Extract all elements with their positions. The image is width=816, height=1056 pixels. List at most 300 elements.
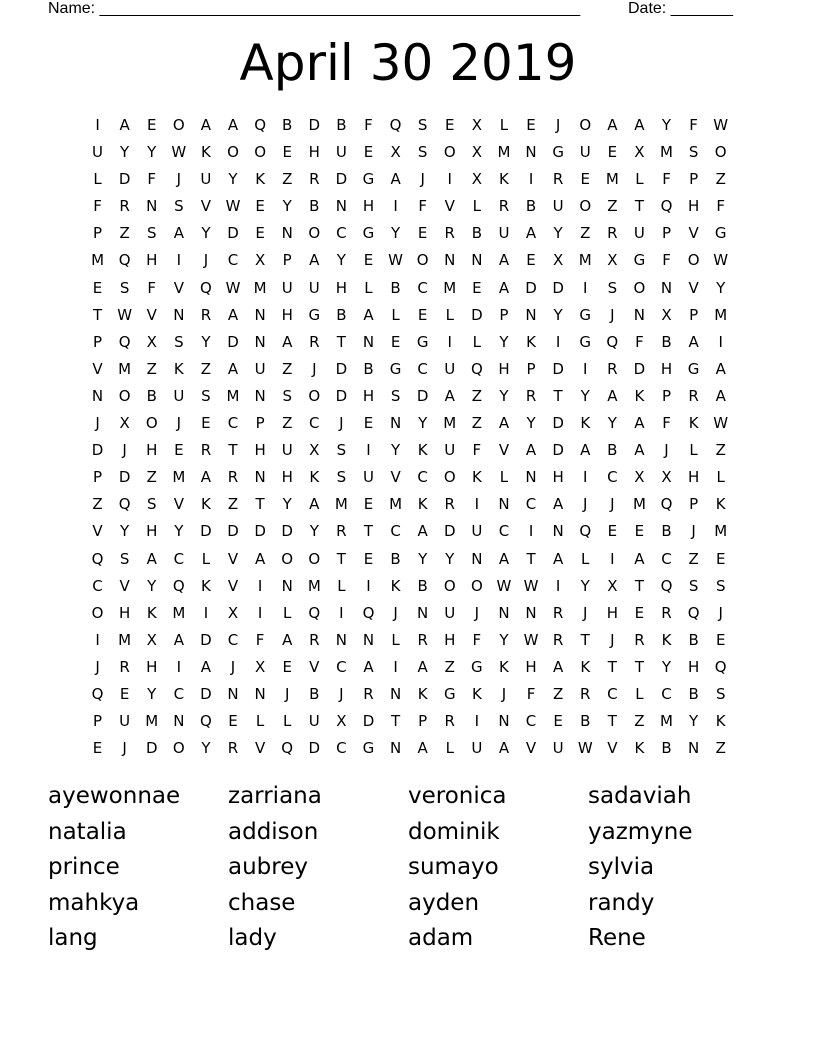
grid-cell: Y	[390, 441, 401, 460]
grid-cell: M	[118, 359, 132, 378]
word-list-item: dominik	[408, 818, 500, 845]
grid-cell: L	[716, 468, 725, 487]
grid-cell: X	[661, 305, 672, 324]
grid-cell: R	[417, 630, 428, 649]
grid-cell: Q	[687, 603, 700, 622]
grid-cell: Y	[282, 197, 292, 216]
grid-cell: W	[713, 116, 729, 134]
grid-cell: Y	[201, 739, 211, 758]
grid-cell: I	[95, 116, 100, 134]
grid-cell: Z	[688, 549, 699, 568]
grid-cell: T	[634, 576, 644, 595]
grid-cell: X	[607, 576, 618, 595]
grid-cell: Q	[172, 576, 185, 595]
grid-cell: O	[172, 739, 185, 758]
grid-cell: M	[714, 522, 728, 541]
grid-cell: N	[471, 549, 483, 568]
grid-cell: Y	[147, 576, 157, 595]
grid-cell: D	[227, 224, 239, 243]
grid-cell: P	[93, 712, 103, 731]
grid-cell: J	[284, 684, 290, 703]
grid-cell: D	[362, 712, 375, 731]
word-list-item: yazmyne	[588, 818, 693, 845]
grid-cell: V	[607, 739, 618, 758]
grid-cell: O	[308, 224, 321, 243]
grid-cell: Y	[201, 332, 211, 351]
grid-cell: P	[499, 305, 509, 324]
grid-cell: K	[634, 739, 645, 758]
grid-cell: J	[555, 116, 561, 134]
grid-cell: H	[687, 468, 700, 487]
grid-cell: M	[443, 414, 457, 433]
grid-cell: E	[363, 414, 374, 433]
grid-cell: D	[227, 522, 239, 541]
grid-cell: H	[281, 305, 293, 324]
grid-cell: H	[498, 359, 510, 378]
grid-cell: A	[119, 116, 130, 134]
grid-cell: R	[119, 657, 130, 676]
grid-cell: L	[472, 197, 482, 216]
grid-cell: S	[417, 143, 428, 162]
word-list-item: lang	[48, 925, 98, 951]
grid-cell: H	[254, 441, 266, 460]
grid-cell: Y	[661, 657, 672, 676]
grid-cell: L	[445, 739, 454, 758]
grid-cell: O	[254, 143, 267, 162]
grid-cell: Z	[553, 684, 564, 703]
word-list-item: natalia	[48, 818, 127, 845]
grid-cell: E	[526, 116, 536, 134]
grid-cell: N	[362, 332, 375, 351]
grid-cell: R	[336, 522, 347, 541]
grid-cell: Z	[282, 170, 293, 189]
grid-cell: A	[254, 549, 266, 568]
grid-cell: E	[363, 495, 374, 514]
grid-cell: M	[443, 278, 457, 297]
grid-cell: E	[282, 657, 292, 676]
grid-cell: V	[390, 468, 401, 487]
grid-cell: A	[173, 630, 184, 649]
grid-cell: Z	[119, 224, 130, 243]
grid-cell: T	[526, 549, 536, 568]
grid-cell: C	[525, 712, 537, 731]
grid-cell: P	[661, 224, 672, 243]
grid-cell: Q	[118, 251, 131, 270]
name-field-label: Name: ______________________________________________________	[48, 0, 581, 17]
grid-cell: A	[173, 224, 184, 243]
grid-cell: L	[635, 684, 644, 703]
grid-cell: P	[418, 712, 428, 731]
grid-cell: H	[525, 657, 537, 676]
grid-cell: M	[497, 143, 511, 162]
grid-cell: R	[580, 684, 591, 703]
grid-cell: Q	[389, 116, 402, 134]
grid-cell: Z	[200, 359, 212, 378]
grid-cell: E	[255, 224, 265, 243]
grid-cell: R	[200, 441, 212, 460]
grid-cell: R	[552, 630, 564, 649]
grid-cell: A	[146, 549, 157, 568]
grid-cell: U	[633, 224, 645, 243]
grid-cell: Q	[660, 197, 673, 216]
grid-cell: L	[255, 712, 265, 731]
grid-cell: E	[174, 441, 184, 460]
grid-cell: B	[661, 332, 672, 351]
grid-cell: O	[443, 468, 456, 487]
grid-cell: A	[417, 522, 428, 541]
grid-cell: E	[390, 332, 401, 351]
grid-cell: A	[553, 549, 564, 568]
grid-cell: E	[634, 522, 645, 541]
grid-cell: D	[118, 170, 131, 189]
date-field-label: Date: _______	[628, 0, 733, 17]
grid-cell: J	[122, 441, 127, 460]
grid-cell: A	[498, 251, 510, 270]
grid-cell: N	[660, 278, 673, 297]
grid-cell: W	[713, 251, 729, 270]
grid-cell: G	[714, 224, 727, 243]
grid-cell: H	[687, 657, 700, 676]
grid-cell: C	[417, 359, 428, 378]
grid-cell: K	[661, 630, 672, 649]
grid-cell: Q	[660, 495, 673, 514]
grid-cell: A	[498, 739, 510, 758]
grid-cell: S	[174, 197, 184, 216]
grid-cell: B	[688, 684, 699, 703]
grid-cell: R	[444, 224, 455, 243]
grid-cell: Q	[579, 522, 592, 541]
grid-cell: X	[471, 143, 482, 162]
grid-cell: J	[176, 170, 182, 189]
grid-cell: R	[309, 630, 320, 649]
grid-cell: P	[526, 359, 536, 378]
grid-cell: T	[92, 305, 103, 324]
grid-cell: Q	[660, 576, 673, 595]
grid-cell: J	[122, 739, 127, 758]
grid-cell: U	[362, 468, 374, 487]
grid-cell: L	[689, 441, 698, 460]
grid-cell: K	[173, 359, 184, 378]
grid-cell: D	[335, 359, 348, 378]
grid-cell: Z	[715, 441, 726, 460]
grid-cell: Y	[390, 224, 401, 243]
grid-cell: V	[309, 657, 320, 676]
grid-cell: S	[607, 278, 618, 297]
grid-cell: H	[335, 278, 348, 297]
grid-cell: Y	[661, 116, 672, 134]
grid-cell: Z	[634, 712, 645, 731]
grid-cell: T	[363, 522, 374, 541]
grid-cell: B	[309, 197, 320, 216]
grid-cell: D	[416, 386, 429, 405]
grid-cell: K	[201, 495, 211, 514]
grid-cell: I	[176, 657, 182, 676]
grid-cell: H	[146, 441, 158, 460]
grid-cell: H	[146, 522, 158, 541]
grid-cell: C	[227, 414, 239, 433]
grid-cell: Q	[200, 278, 212, 297]
grid-cell: M	[253, 278, 267, 297]
grid-cell: H	[444, 630, 456, 649]
grid-cell: M	[578, 251, 592, 270]
grid-cell: D	[308, 116, 321, 134]
grid-cell: B	[661, 522, 672, 541]
word-list-item: lady	[228, 925, 277, 951]
grid-cell: O	[416, 251, 429, 270]
grid-cell: T	[634, 657, 644, 676]
grid-cell: N	[254, 684, 266, 703]
grid-cell: Y	[418, 414, 428, 433]
grid-cell: T	[607, 712, 617, 731]
word-list-item: sadaviah	[588, 783, 692, 809]
grid-cell: V	[525, 739, 537, 758]
grid-cell: Y	[499, 332, 509, 351]
grid-cell: I	[257, 603, 263, 622]
grid-cell: Y	[228, 170, 238, 189]
grid-cell: A	[715, 359, 726, 378]
grid-cell: H	[119, 603, 131, 622]
grid-cell: H	[362, 197, 375, 216]
grid-cell: N	[417, 603, 429, 622]
grid-cell: C	[525, 495, 537, 514]
grid-cell: N	[362, 630, 375, 649]
grid-cell: G	[308, 305, 321, 324]
grid-cell: Z	[282, 414, 293, 433]
grid-cell: P	[661, 386, 672, 405]
grid-cell: R	[119, 197, 130, 216]
grid-cell: D	[281, 522, 293, 541]
grid-cell: Y	[147, 684, 157, 703]
grid-cell: W	[117, 305, 133, 324]
grid-cell: P	[93, 332, 103, 351]
grid-cell: N	[254, 332, 266, 351]
grid-cell: L	[364, 278, 373, 297]
grid-cell: G	[633, 251, 646, 270]
grid-cell: X	[553, 251, 564, 270]
word-list-item: ayewonnae	[48, 783, 181, 809]
grid-cell: G	[471, 657, 483, 676]
grid-cell: L	[499, 468, 509, 487]
grid-cell: J	[420, 170, 425, 189]
grid-cell: P	[689, 170, 699, 189]
grid-cell: M	[226, 386, 240, 405]
grid-cell: K	[471, 684, 482, 703]
grid-cell: V	[92, 359, 103, 378]
grid-cell: W	[225, 197, 241, 216]
grid-cell: D	[335, 386, 348, 405]
grid-cell: F	[255, 630, 265, 649]
grid-cell: A	[634, 549, 645, 568]
grid-cell: J	[610, 305, 615, 324]
word-list-item: sumayo	[408, 854, 499, 880]
grid-cell: N	[91, 386, 104, 405]
grid-cell: W	[523, 630, 539, 649]
grid-cell: I	[95, 630, 100, 649]
grid-cell: L	[391, 630, 400, 649]
grid-cell: E	[363, 251, 374, 270]
grid-cell: I	[528, 170, 534, 189]
grid-cell: J	[474, 603, 480, 622]
grid-cell: G	[687, 359, 700, 378]
grid-cell: D	[552, 414, 564, 433]
grid-cell: O	[308, 386, 321, 405]
grid-cell: N	[552, 522, 564, 541]
grid-cell: U	[552, 197, 564, 216]
grid-cell: U	[200, 170, 212, 189]
grid-cell: G	[389, 359, 402, 378]
grid-cell: A	[580, 441, 591, 460]
grid-cell: R	[525, 386, 537, 405]
word-search-grid	[84, 114, 734, 764]
grid-cell: E	[92, 278, 103, 297]
grid-cell: B	[146, 386, 157, 405]
grid-cell: R	[363, 684, 374, 703]
grid-cell: A	[227, 305, 239, 324]
grid-cell: X	[661, 468, 672, 487]
grid-cell: L	[499, 116, 509, 134]
grid-cell: G	[443, 684, 456, 703]
grid-cell: J	[610, 630, 615, 649]
grid-cell: N	[525, 603, 537, 622]
grid-cell: N	[389, 684, 402, 703]
grid-cell: I	[718, 332, 723, 351]
word-list-item: randy	[588, 889, 655, 916]
grid-cell: C	[417, 468, 428, 487]
grid-cell: F	[472, 441, 482, 460]
grid-cell: Y	[201, 224, 211, 243]
grid-cell: W	[713, 414, 729, 433]
grid-cell: J	[95, 657, 100, 676]
grid-cell: C	[227, 251, 239, 270]
grid-cell: T	[336, 549, 346, 568]
grid-cell: K	[580, 657, 591, 676]
grid-cell: A	[688, 332, 699, 351]
grid-cell: J	[312, 359, 317, 378]
grid-cell: M	[172, 603, 186, 622]
grid-cell: F	[418, 197, 427, 216]
grid-cell: L	[581, 549, 590, 568]
grid-cell: X	[390, 143, 401, 162]
grid-cell: V	[92, 522, 103, 541]
word-list-item: ayden	[408, 889, 480, 916]
grid-cell: Q	[714, 657, 727, 676]
grid-cell: P	[689, 495, 699, 514]
grid-cell: W	[171, 143, 187, 162]
grid-cell: D	[200, 684, 212, 703]
grid-cell: W	[496, 576, 512, 595]
grid-cell: B	[661, 739, 672, 758]
grid-cell: C	[92, 576, 103, 595]
grid-cell: B	[336, 116, 347, 134]
grid-cell: U	[173, 386, 185, 405]
grid-cell: D	[254, 522, 266, 541]
grid-cell: C	[173, 684, 185, 703]
grid-cell: R	[661, 603, 672, 622]
grid-cell: C	[173, 549, 185, 568]
grid-cell: E	[363, 143, 374, 162]
grid-cell: F	[716, 197, 726, 216]
grid-cell: R	[227, 468, 239, 487]
grid-cell: B	[688, 630, 699, 649]
grid-cell: D	[200, 522, 212, 541]
grid-cell: J	[583, 495, 588, 514]
grid-cell: G	[552, 143, 564, 162]
grid-cell: Y	[309, 522, 319, 541]
grid-cell: K	[255, 170, 266, 189]
grid-cell: A	[200, 657, 212, 676]
grid-cell: N	[471, 251, 483, 270]
grid-cell: Y	[336, 251, 346, 270]
grid-cell: V	[119, 576, 130, 595]
grid-cell: I	[366, 576, 371, 595]
grid-cell: Y	[689, 712, 699, 731]
grid-cell: N	[335, 630, 347, 649]
grid-cell: N	[281, 224, 293, 243]
grid-cell: N	[498, 603, 510, 622]
grid-cell: O	[633, 278, 646, 297]
grid-cell: A	[363, 305, 374, 324]
grid-cell: A	[715, 386, 726, 405]
grid-cell: U	[471, 739, 483, 758]
grid-cell: I	[583, 468, 588, 487]
grid-cell: A	[634, 441, 645, 460]
grid-cell: K	[390, 576, 401, 595]
grid-cell: J	[664, 441, 669, 460]
grid-cell: Q	[118, 332, 131, 351]
grid-cell: C	[661, 684, 672, 703]
grid-cell: S	[417, 116, 428, 134]
grid-cell: R	[444, 712, 455, 731]
grid-cell: J	[583, 603, 588, 622]
grid-cell: B	[580, 712, 591, 731]
grid-cell: L	[391, 305, 400, 324]
grid-cell: X	[227, 603, 239, 622]
grid-cell: Y	[716, 278, 726, 297]
grid-cell: K	[146, 603, 157, 622]
grid-cell: F	[635, 332, 644, 351]
grid-cell: D	[91, 441, 104, 460]
grid-cell: C	[607, 684, 618, 703]
grid-cell: R	[227, 739, 239, 758]
grid-cell: O	[172, 116, 185, 134]
grid-cell: D	[200, 630, 212, 649]
grid-cell: Y	[580, 576, 590, 595]
grid-cell: N	[254, 468, 266, 487]
grid-cell: Y	[120, 522, 130, 541]
grid-cell: U	[471, 522, 483, 541]
grid-cell: K	[201, 576, 211, 595]
grid-cell: Q	[254, 116, 267, 134]
grid-cell: P	[282, 251, 292, 270]
grid-cell: J	[203, 251, 209, 270]
grid-cell: Y	[174, 522, 184, 541]
grid-cell: N	[525, 468, 537, 487]
grid-cell: A	[634, 116, 645, 134]
grid-cell: N	[525, 143, 537, 162]
grid-cell: I	[366, 441, 371, 460]
grid-cell: X	[254, 657, 266, 676]
grid-cell: A	[607, 116, 618, 134]
grid-cell: B	[417, 576, 428, 595]
grid-cell: H	[308, 143, 320, 162]
grid-cell: Y	[418, 549, 428, 568]
grid-cell: L	[201, 549, 211, 568]
grid-cell: C	[309, 414, 320, 433]
grid-cell: C	[607, 468, 618, 487]
grid-cell: E	[282, 143, 292, 162]
grid-cell: O	[579, 116, 592, 134]
grid-cell: B	[309, 684, 320, 703]
